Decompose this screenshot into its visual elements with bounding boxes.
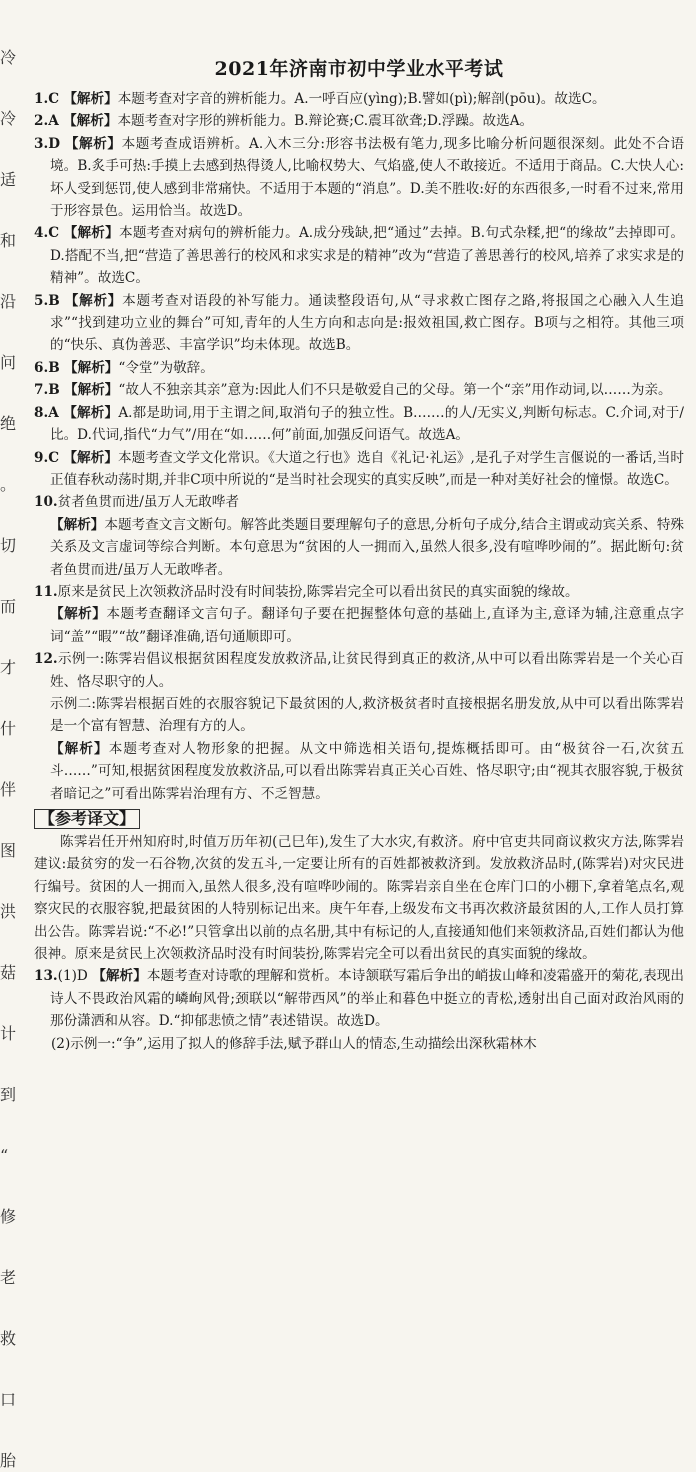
reference-translation-text: 陈霁岩任开州知府时,时值万历年初(己巳年),发生了大水灾,有救济。府中官吏共同商议救灾方法,陈霁岩建议:最贫穷的发一石谷物,次贫的发五斗,一定要让所有的百姓都被救济到。发放救济品时,(陈霁岩)对灾民进行编号。贫困的人一拥而入,虽然人很多,没有喧哗吵闹的。陈霁岩亲自坐在仓库门口的小棚下,拿着笔点名,观察灾民的衣服容貌,把最贫困的人特别标记出来。庚午年春,上级发布文书再次救济最贫困的人,工作人员打算出公告。陈霁岩说:“不必!”只管拿出以前的点名册,其中有标记的人,直接通知他们来领救济品,百姓们都认为他很神。原来是贫民上次领救济品时没有时间装扮,陈霁岩完全可以看出贫民的真实面貌的缘故。 xyxy=(34,834,684,963)
margin-char: 胎 xyxy=(0,1451,17,1470)
margin-char: 洪 xyxy=(0,902,17,921)
answer-q6: 6.B 【解析】“令堂”为敬辞。 xyxy=(34,359,214,376)
analysis-q10: 【解析】本题考查文言文断句。解答此类题目要理解句子的意思,分析句子成分,结合主谓或动宾关系、特殊关系及文言虚词等综合判断。本句意思为“贫困的人一拥而入,虽然人很多,没有喧哗吵闹的”。据此断句:贫者鱼贯而进/虽万人无敢哗者。 xyxy=(50,516,685,578)
margin-char: 什 xyxy=(0,719,17,738)
answer-q12-example1: 12.示例一:陈霁岩倡议根据贫困程度发放救济品,让贫民得到真正的救济,从中可以看出陈霁岩是一个关心百姓、恪尽职守的人。 xyxy=(34,651,684,690)
answer-q9: 9.C 【解析】本题考查文学文化常识。《大道之行也》选自《礼记·礼运》,是孔子对学生言偃说的一番话,当时正值春秋动荡时期,并非C项中所说的“是当时社会现实的真实反映”,而是一种对美好社会的憧憬。故选C。 xyxy=(34,449,684,488)
answer-q1: 1.C 【解析】本题考查对字音的辨析能力。A.一呼百应(yìng);B.譬如(pì);解剖(pōu)。故选C。 xyxy=(34,91,606,107)
margin-char: 伴 xyxy=(0,780,17,799)
left-margin-fragments xyxy=(0,48,22,1470)
margin-char: “ xyxy=(0,1146,9,1165)
margin-char: 。 xyxy=(0,475,17,494)
margin-char: 沿 xyxy=(0,292,17,311)
analysis-q11: 【解析】本题考查翻译文言句子。翻译句子要在把握整体句意的基础上,直译为主,意译为辅,注意重点字词“盖”“暇”“故”翻译准确,语句通顺即可。 xyxy=(50,606,684,645)
answer-q2: 2.A 【解析】本题考查对字形的辨析能力。B.辩论赛;C.震耳欲聋;D.浮躁。故选A。 xyxy=(34,113,534,130)
margin-char: 冷 xyxy=(0,109,17,128)
margin-char: 冷 xyxy=(0,48,17,67)
answer-page xyxy=(34,56,684,1055)
margin-char: 口 xyxy=(0,1390,17,1409)
analysis-q12: 【解析】本题考查对人物形象的把握。从文中筛选相关语句,提炼概括即可。由“极贫谷一石,次贫五斗……”可知,根据贫困程度发放救济品,可以看出陈霁岩真正关心百姓、恪尽职守;由“视其衣服容貌,于极贫者暗记之”可看出陈霁岩治理有方、不乏智慧。 xyxy=(50,740,685,802)
margin-char: 和 xyxy=(0,231,17,250)
margin-char: 问 xyxy=(0,353,17,372)
margin-char: 绝 xyxy=(0,414,17,433)
answer-q10: 10.贫者鱼贯而进/虽万人无敢哗者 xyxy=(34,494,239,511)
margin-char: 才 xyxy=(0,658,17,677)
margin-char: 图 xyxy=(0,841,17,860)
margin-char: 老 xyxy=(0,1268,17,1287)
margin-char: 到 xyxy=(0,1085,17,1104)
answer-q12-example2: 示例二:陈霁岩根据百姓的衣服容貌记下最贫困的人,救济极贫者时直接根据名册发放,从中可以看出陈霁岩是一个富有智慧、治理有方的人。 xyxy=(50,695,684,735)
answer-q13-part2: (2)示例一:“争”,运用了拟人的修辞手法,赋予群山人的情态,生动描绘出深秋霜林木 xyxy=(51,1035,537,1052)
margin-char: 切 xyxy=(0,536,17,555)
answer-q3: 3.D 【解析】本题考查成语辨析。A.入木三分:形容书法极有笔力,现多比喻分析问题很深刻。此处不合语境。B.炙手可热:手摸上去感到热得烫人,比喻权势大、气焰盛,使人不敢接近。不适用于商品。C.大快人心:坏人受到惩罚,使人感到非常痛快。不适用于本题的“消息”。D.美不胜收:好的东西很多,一时看不过来,常用于形容景色。运用恰当。故选D。 xyxy=(34,135,685,220)
margin-char: 菇 xyxy=(0,963,17,982)
margin-char: 适 xyxy=(0,170,17,189)
page-title: 2021年济南市初中学业水平考试 xyxy=(214,58,504,80)
answer-q8: 8.A 【解析】A.都是助词,用于主谓之间,取消句子的独立性。B.……的人/无实义,判断句标志。C.介词,对于/比。D.代词,指代“力气”/用在“如……何”前面,加强反问语气。故选A。 xyxy=(34,404,684,444)
answer-q11: 11.原来是贫民上次领救济品时没有时间装扮,陈霁岩完全可以看出贫民的真实面貌的缘故。 xyxy=(34,583,579,600)
margin-char: 救 xyxy=(0,1329,17,1348)
margin-char: 而 xyxy=(0,597,17,616)
answer-q5: 5.B 【解析】本题考查对语段的补写能力。通读整段语句,从“寻求救亡图存之路,将报国之心融入人生追求”“找到建功立业的舞台”可知,青年的人生方向和志向是:报效祖国,救亡图存。B项与之相符。其他三项的“快乐、真伪善恶、丰富学识”均未体现。故选B。 xyxy=(34,292,685,354)
margin-char: 修 xyxy=(0,1207,17,1226)
answer-q4: 4.C 【解析】本题考查对病句的辨析能力。A.成分残缺,把“通过”去掉。B.句式杂糅,把“的缘故”去掉即可。D.搭配不当,把“营造了善思善行的校风和求实求是的精神”改为“营造了善思善行的校风,培养了求实求是的精神”。故选C。 xyxy=(34,225,685,287)
margin-char: 计 xyxy=(0,1024,17,1043)
answer-q13-part1: 13.(1)D 【解析】本题考查对诗歌的理解和赏析。本诗颔联写霜后争出的峭拔山峰和凌霜盛开的菊花,表现出诗人不畏政治风霜的嶙峋风骨;颈联以“解带西风”的举止和暮色中挺立的青松,透射出自己面对政治风雨的那份潇洒和从容。D.“抑郁悲愤之情”表述错误。故选D。 xyxy=(34,968,684,1030)
reference-translation-label: 【参考译文】 xyxy=(34,809,140,829)
answer-q7: 7.B 【解析】“故人不独亲其亲”意为:因此人们不只是敬爱自己的父母。第一个“亲”用作动词,以……为亲。 xyxy=(34,382,672,399)
